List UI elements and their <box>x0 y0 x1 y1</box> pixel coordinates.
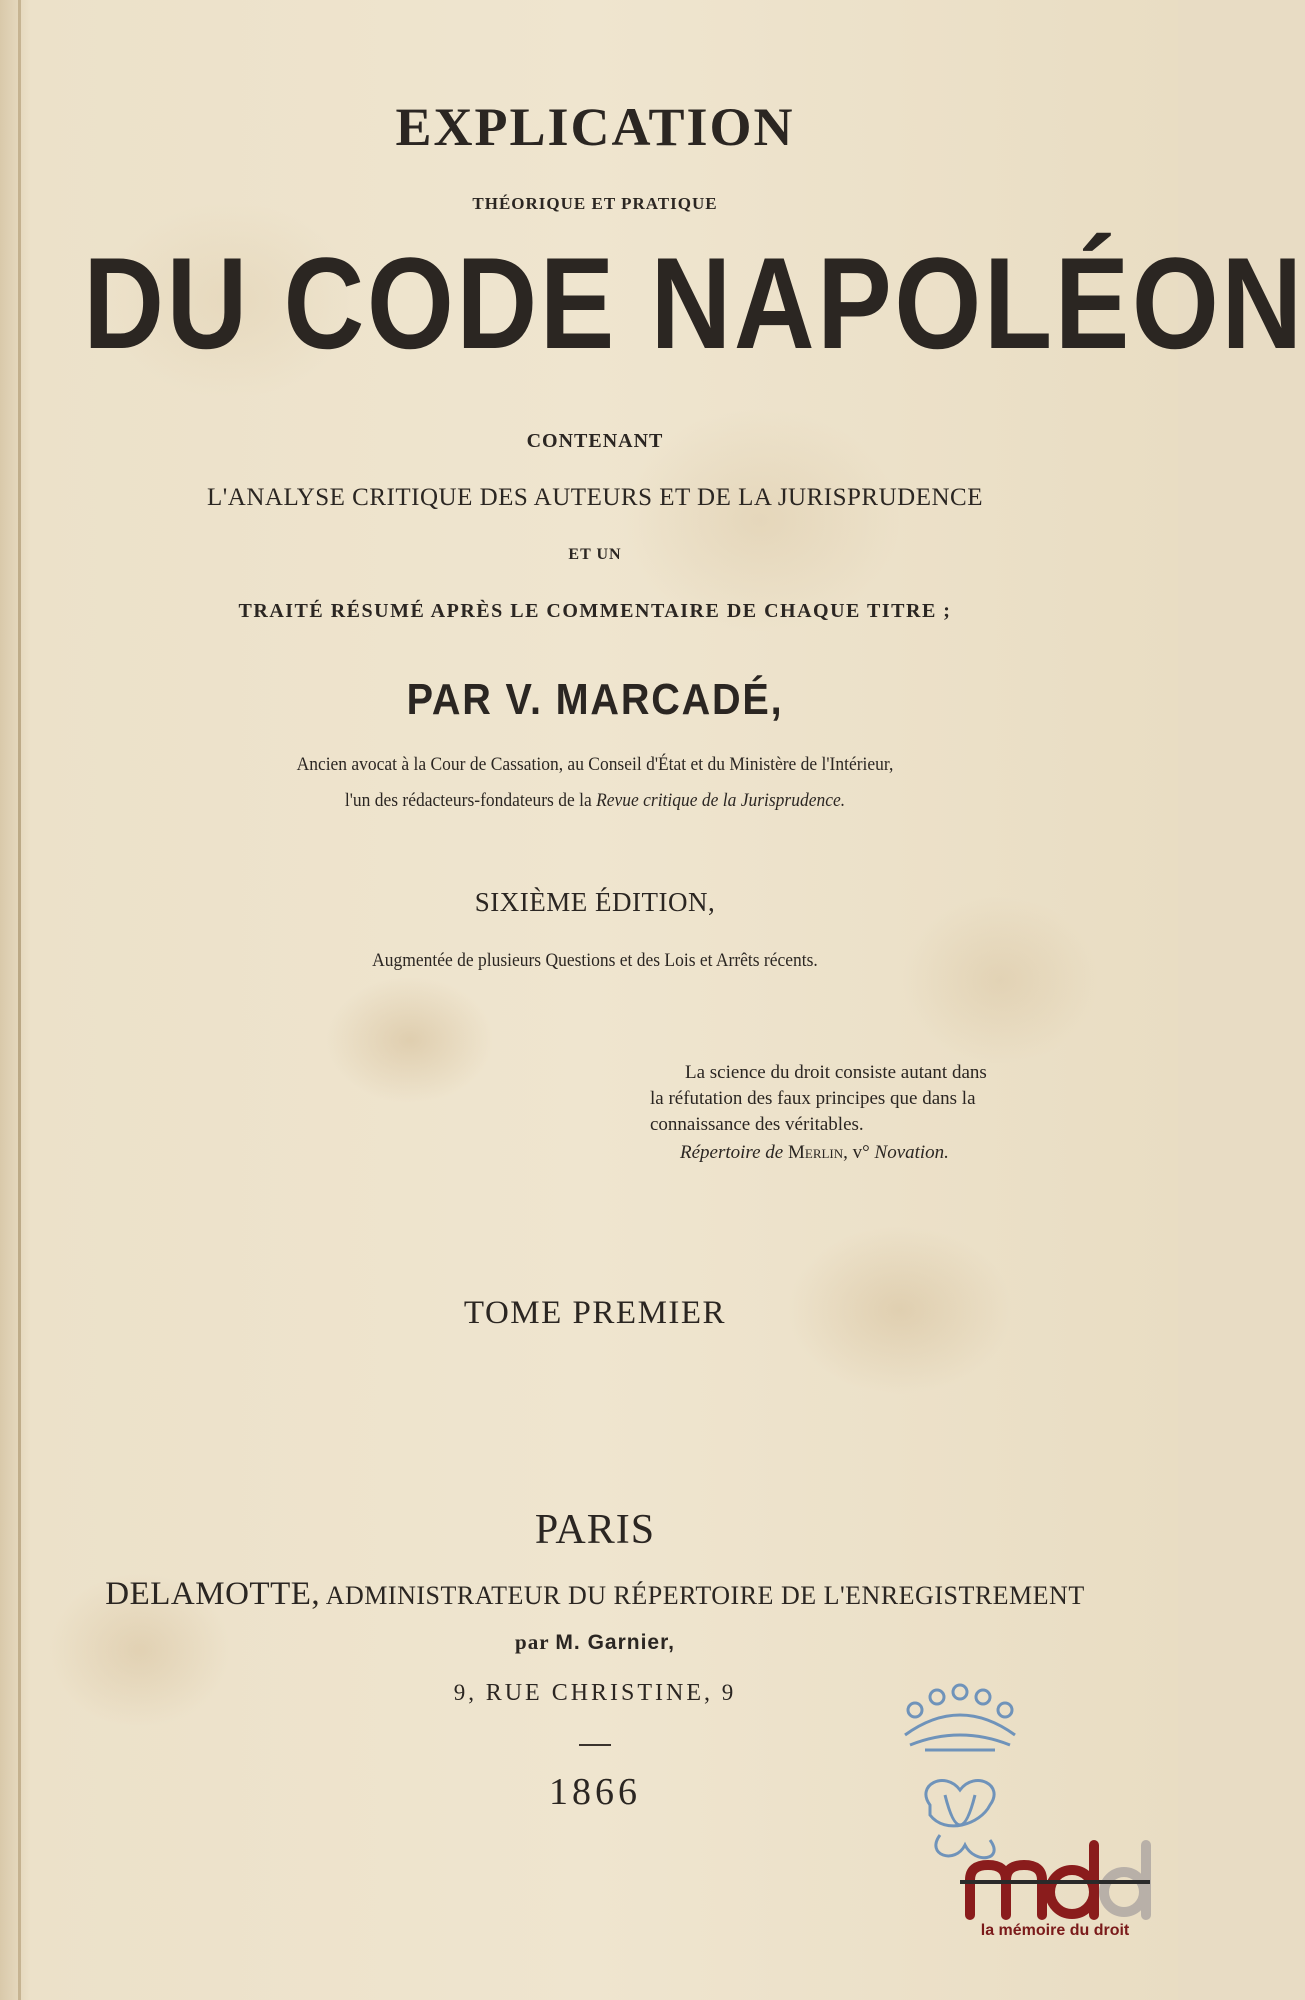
imprint-by <box>0 1630 1190 1655</box>
subtitle-analyse: L'ANALYSE CRITIQUE DES AUTEURS ET DE LA JURISPRUDENCE <box>207 484 983 511</box>
imprint-city: PARIS <box>534 1507 656 1553</box>
epigraph-source-mid: , v° <box>843 1142 870 1163</box>
author-credentials-2 <box>48 790 1143 812</box>
by-name: M. Garnier, <box>555 1631 675 1654</box>
epigraph-line-2: la réfutation des faux principes que dans la <box>650 1088 976 1109</box>
publisher-role: ADMINISTRATEUR DU RÉPERTOIRE DE L'ENREGISTREMENT <box>325 1581 1085 1610</box>
address-street: RUE CHRISTINE, <box>485 1680 714 1706</box>
subtitle-traite: TRAITÉ RÉSUMÉ APRÈS LE COMMENTAIRE DE CHAQUE TITRE ; <box>238 600 952 622</box>
volume-label: TOME PREMIER <box>463 1295 727 1331</box>
publisher-name: DELAMOTTE, <box>105 1576 321 1612</box>
author-name: PAR V. MARCADÉ, <box>406 675 784 724</box>
title-explication: EXPLICATION <box>395 97 795 157</box>
epigraph-line-1: La science du droit consiste autant dans <box>685 1062 987 1083</box>
by-prefix: par <box>515 1630 550 1654</box>
imprint-publisher <box>0 1576 1190 1613</box>
address-number-2: 9 <box>721 1680 737 1705</box>
title-code-napoleon: DU CODE NAPOLÉON <box>83 230 1305 376</box>
subtitle-contenant: CONTENANT <box>526 430 664 452</box>
imprint-year: 1866 <box>549 1771 641 1813</box>
subtitle-et-un: ET UN <box>568 546 622 563</box>
epigraph-source-author: Merlin <box>787 1142 844 1163</box>
journal-title: Revue critique de la Jurisprudence. <box>596 790 846 811</box>
credentials-prefix: l'un des rédacteurs-fondateurs de la <box>344 790 592 811</box>
edition-label: SIXIÈME ÉDITION, <box>474 887 716 917</box>
epigraph-source-entry: Novation. <box>874 1142 949 1163</box>
edition-note: Augmentée de plusieurs Questions et des Lois et Arrêts récents. <box>372 950 818 971</box>
epigraph-source <box>680 1140 1100 1166</box>
address-number-1: 9, <box>453 1680 477 1705</box>
title-theorique-pratique: THÉORIQUE ET PRATIQUE <box>472 194 718 213</box>
mdd-logo <box>960 1840 1150 1960</box>
mdd-logo-icon <box>960 1840 1150 1920</box>
author-credentials-1: Ancien avocat à la Cour de Cassation, au Conseil d'État et du Ministère de l'Intérieur, <box>296 754 894 775</box>
imprint-dash-divider <box>579 1744 611 1746</box>
epigraph-source-prefix: Répertoire de <box>680 1142 784 1163</box>
mdd-logo-tagline: la mémoire du droit <box>980 1922 1130 1939</box>
epigraph-line-3: connaissance des véritables. <box>650 1114 864 1135</box>
